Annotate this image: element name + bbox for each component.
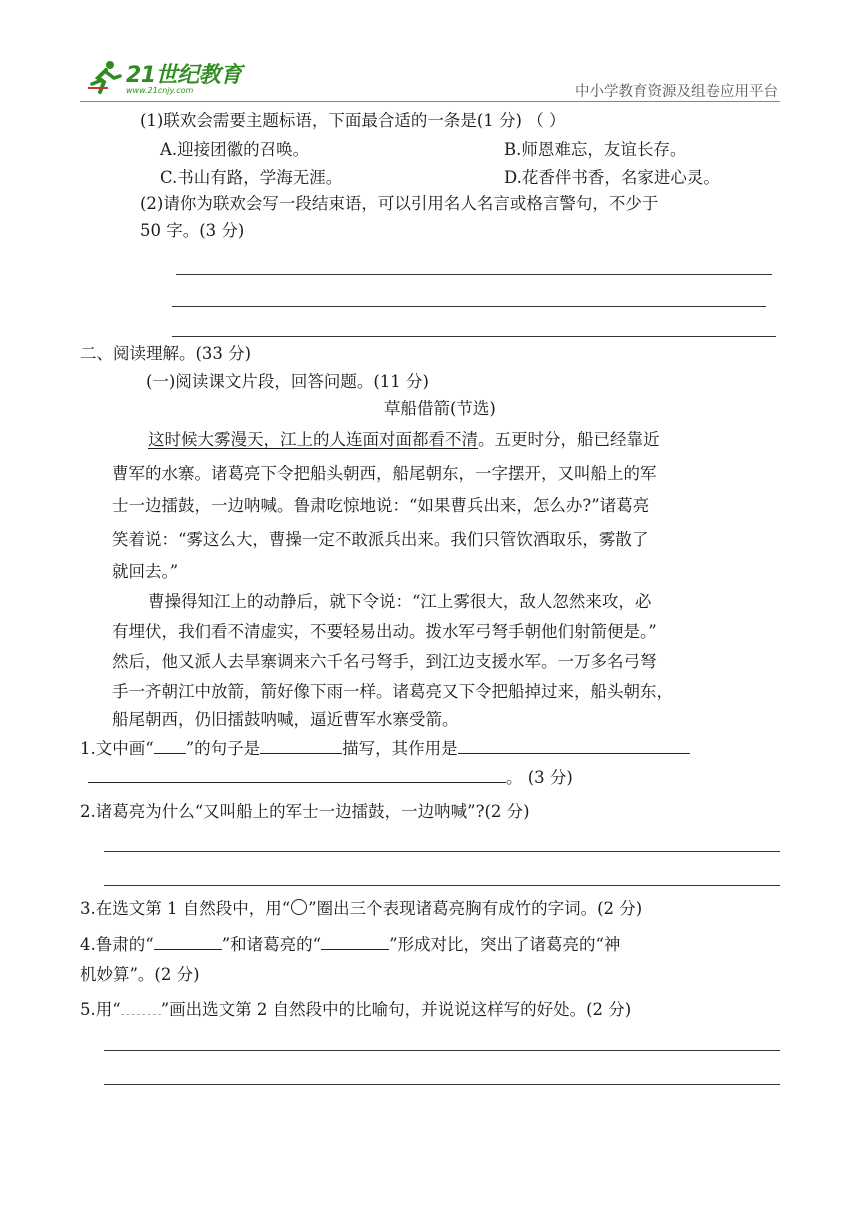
question-4: 4.鲁肃的“ ”和诸葛亮的“ ”形成对比，突出了诸葛亮的“神 bbox=[80, 935, 621, 954]
passage-p2-line3: 然后，他又派人去旱寨调来六千名弓弩手，到江边支援水军。一万多名弓弩 bbox=[112, 652, 657, 671]
answer-line[interactable] bbox=[172, 306, 766, 307]
underline-symbol bbox=[154, 737, 186, 754]
answer-line[interactable] bbox=[104, 885, 780, 886]
question-5: 5.用“ ”画出选文第 2 自然段中的比喻句，并说说这样写的好处。(2 分) bbox=[80, 1000, 632, 1019]
question-1-2-line1: (2)请你为联欢会写一段结束语，可以引用名人名言或格言警句，不少于 bbox=[140, 194, 659, 213]
fill-blank[interactable] bbox=[458, 737, 690, 754]
logo-url: www.21cnjy.com bbox=[126, 86, 194, 95]
passage-p2-line1: 曹操得知江上的动静后，就下令说：“江上雾很大，敌人忽然来攻，必 bbox=[148, 592, 652, 611]
fill-blank[interactable] bbox=[260, 737, 342, 754]
logo-runner-icon bbox=[84, 58, 124, 98]
subsection-heading: (一)阅读课文片段，回答问题。(11 分) bbox=[146, 372, 429, 391]
answer-line[interactable] bbox=[172, 336, 776, 337]
question-1-1: (1)联欢会需要主题标语，下面最合适的一条是(1 分) （ ） bbox=[140, 111, 566, 130]
fill-blank[interactable] bbox=[88, 766, 506, 783]
section-heading: 二、阅读理解。(33 分) bbox=[80, 344, 252, 363]
passage-p2-line2: 有埋伏，我们看不清虚实，不要轻易出动。拨水军弓弩手朝他们射箭便是。” bbox=[112, 622, 657, 641]
answer-line[interactable] bbox=[104, 1084, 780, 1085]
fill-blank[interactable] bbox=[321, 933, 389, 950]
platform-name: 中小学教育资源及组卷应用平台 bbox=[575, 84, 778, 100]
underlined-sentence: 这时候大雾漫天，江上的人连面对面都看不清 bbox=[148, 430, 478, 449]
question-2: 2.诸葛亮为什么“又叫船上的军士一边擂鼓，一边呐喊”?(2 分) bbox=[80, 802, 530, 821]
answer-line[interactable] bbox=[104, 1050, 780, 1051]
passage-p1-line5: 就回去。” bbox=[112, 562, 179, 581]
passage-p1-line1: 这时候大雾漫天，江上的人连面对面都看不清。五更时分，船已经靠近 bbox=[148, 430, 660, 449]
passage-title: 草船借箭(节选) bbox=[384, 399, 496, 418]
option-c: C.书山有路，学海无涯。 bbox=[160, 168, 343, 187]
header-divider bbox=[80, 101, 780, 102]
answer-line[interactable] bbox=[176, 274, 772, 275]
option-a: A.迎接团徽的召唤。 bbox=[160, 140, 310, 159]
logo-text: 21世纪教育 bbox=[126, 63, 242, 88]
passage-p1-line4: 笑着说：“雾这么大，曹操一定不敢派兵出来。我们只管饮酒取乐，雾散了 bbox=[112, 530, 649, 549]
fill-blank[interactable] bbox=[154, 933, 222, 950]
passage-p2-line4: 手一齐朝江中放箭，箭好像下雨一样。诸葛亮又下令把船掉过来，船头朝东， bbox=[112, 682, 673, 701]
option-b: B.师恩难忘，友谊长存。 bbox=[504, 140, 687, 159]
wavy-underline-symbol bbox=[121, 998, 161, 1015]
question-3: 3.在选文第 1 自然段中，用“ ”圈出三个表现诸葛亮胸有成竹的字词。(2 分) bbox=[80, 899, 643, 918]
option-d: D.花香伴书香，名家进心灵。 bbox=[504, 168, 720, 187]
passage-p2-line5: 船尾朝西，仍旧擂鼓呐喊，逼近曹军水寨受箭。 bbox=[112, 710, 459, 729]
question-4-line2: 机妙算”。(2 分) bbox=[80, 965, 200, 984]
question-1-line2: 。 (3 分) bbox=[88, 766, 573, 789]
question-1-2-line2: 50 字。(3 分) bbox=[140, 221, 245, 240]
answer-line[interactable] bbox=[104, 851, 780, 852]
passage-p1-line3: 士一边擂鼓，一边呐喊。鲁肃吃惊地说：“如果曹兵出来，怎么办?”诸葛亮 bbox=[112, 496, 650, 515]
passage-p1-line2: 曹军的水寨。诸葛亮下令把船头朝西，船尾朝东，一字摆开，又叫船上的军 bbox=[112, 464, 657, 483]
circle-icon bbox=[291, 899, 307, 915]
question-1: 1.文中画“ ”的句子是 描写，其作用是 bbox=[80, 737, 690, 760]
